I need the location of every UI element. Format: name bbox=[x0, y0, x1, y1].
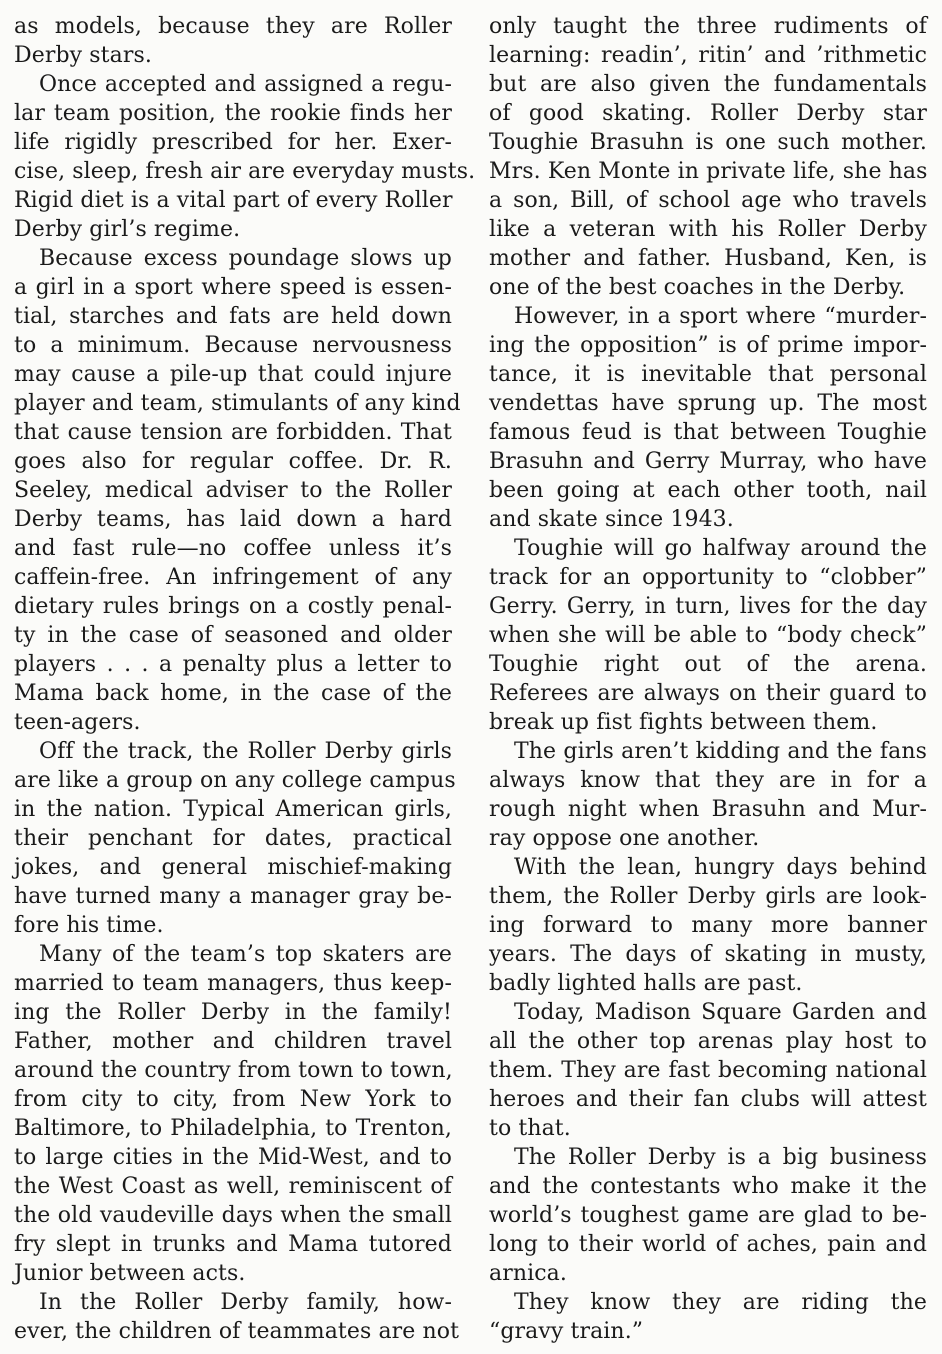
paragraph bbox=[14, 70, 476, 244]
text-line: Derby stars. bbox=[14, 43, 152, 68]
text-line: caffein-free. An infringement of any bbox=[14, 565, 452, 590]
paragraph bbox=[489, 534, 927, 737]
text-line: fore his time. bbox=[14, 913, 164, 938]
text-line: in the nation. Typical American girls, bbox=[14, 797, 452, 822]
paragraph bbox=[489, 1143, 927, 1288]
text-line: tance, it is inevitable that personal bbox=[489, 362, 927, 387]
text-line: always know that they are in for a bbox=[489, 768, 927, 793]
text-line: In the Roller Derby family, how- bbox=[39, 1290, 452, 1315]
text-line: Once accepted and assigned a regu- bbox=[39, 72, 452, 97]
text-line: world’s toughest game are glad to be- bbox=[489, 1203, 927, 1228]
text-line: Derby teams, has laid down a hard bbox=[14, 507, 452, 532]
text-line: Mrs. Ken Monte in private life, she has bbox=[489, 159, 928, 184]
text-line: like a veteran with his Roller Derby bbox=[489, 217, 927, 242]
text-line: ing the Roller Derby in the family! bbox=[14, 1000, 452, 1025]
paragraph bbox=[489, 998, 927, 1143]
text-line: Rigid diet is a vital part of every Roller bbox=[14, 188, 453, 213]
text-line: teen-agers. bbox=[14, 710, 141, 735]
text-line: players . . . a penalty plus a letter to bbox=[14, 652, 452, 677]
text-line: Toughie Brasuhn is one such mother. bbox=[489, 130, 927, 155]
text-line: The Roller Derby is a big business bbox=[514, 1145, 927, 1170]
text-line: when she will be able to “body check” bbox=[489, 623, 927, 648]
paragraph bbox=[489, 737, 927, 853]
text-line: their penchant for dates, practical bbox=[14, 826, 452, 851]
text-line: to that. bbox=[489, 1116, 571, 1141]
text-line: and skate since 1943. bbox=[489, 507, 734, 532]
text-line: Gerry. Gerry, in turn, lives for the day bbox=[489, 594, 927, 619]
text-line: Toughie right out of the arena. bbox=[489, 652, 927, 677]
text-line: cise, sleep, fresh air are everyday musts. bbox=[14, 159, 476, 184]
text-line: ing the opposition” is of prime impor- bbox=[489, 333, 927, 358]
text-line: a son, Bill, of school age who travels bbox=[489, 188, 927, 213]
text-line: arnica. bbox=[489, 1261, 567, 1286]
text-line: Baltimore, to Philadelphia, to Trenton, bbox=[14, 1116, 452, 1141]
text-line: the West Coast as well, reminiscent of bbox=[14, 1174, 452, 1199]
text-line: ray oppose one another. bbox=[489, 826, 760, 851]
text-line: However, in a sport where “murder- bbox=[514, 304, 927, 329]
text-line: goes also for regular coffee. Dr. R. bbox=[14, 449, 452, 474]
text-line: from city to city, from New York to bbox=[14, 1087, 452, 1112]
text-line: ty in the case of seasoned and older bbox=[14, 623, 452, 648]
text-line: been going at each other tooth, nail bbox=[489, 478, 927, 503]
text-line: heroes and their fan clubs will attest bbox=[489, 1087, 927, 1112]
text-line: learning: readin’, ritin’ and ’rithmetic bbox=[489, 43, 927, 68]
text-line: but are also given the fundamentals bbox=[489, 72, 927, 97]
text-line: are like a group on any college campus bbox=[14, 768, 456, 793]
paragraph bbox=[14, 737, 456, 940]
text-line: badly lighted halls are past. bbox=[489, 971, 803, 996]
text-line: lar team position, the rookie finds her bbox=[14, 101, 452, 126]
text-line: years. The days of skating in musty, bbox=[489, 942, 927, 967]
right-text-column bbox=[489, 12, 927, 1346]
text-line: one of the best coaches in the Derby. bbox=[489, 275, 906, 300]
text-line: Brasuhn and Gerry Murray, who have bbox=[489, 449, 927, 474]
text-line: Many of the team’s top skaters are bbox=[39, 942, 452, 967]
text-line: have turned many a manager gray be- bbox=[14, 884, 452, 909]
text-line: around the country from town to town, bbox=[14, 1058, 453, 1083]
text-line: life rigidly prescribed for her. Exer- bbox=[14, 130, 452, 155]
text-line: Seeley, medical adviser to the Roller bbox=[14, 478, 452, 503]
text-line: them, the Roller Derby girls are look- bbox=[489, 884, 927, 909]
paragraph bbox=[14, 940, 452, 1288]
paragraph bbox=[489, 302, 927, 534]
text-line: Referees are always on their guard to bbox=[489, 681, 927, 706]
text-line: track for an opportunity to “clobber” bbox=[489, 565, 927, 590]
text-line: Junior between acts. bbox=[14, 1261, 246, 1286]
text-line: may cause a pile-up that could injure bbox=[14, 362, 452, 387]
text-line: to large cities in the Mid-West, and to bbox=[14, 1145, 452, 1170]
paragraph bbox=[489, 1288, 927, 1346]
text-line: and the contestants who make it the bbox=[489, 1174, 927, 1199]
text-line: them. They are fast becoming national bbox=[489, 1058, 927, 1083]
text-line: all the other top arenas play host to bbox=[489, 1029, 927, 1054]
paragraph bbox=[489, 853, 927, 998]
paragraph bbox=[14, 1288, 460, 1346]
text-line: jokes, and general mischief-making bbox=[14, 855, 452, 880]
text-line: Because excess poundage slows up bbox=[39, 246, 452, 271]
text-line: rough night when Brasuhn and Mur- bbox=[489, 797, 927, 822]
text-line: “gravy train.” bbox=[489, 1319, 644, 1344]
text-line: a girl in a sport where speed is essen- bbox=[14, 275, 452, 300]
paragraph bbox=[489, 12, 927, 302]
text-line: With the lean, hungry days behind bbox=[514, 855, 927, 880]
text-line: as models, because they are Roller bbox=[14, 14, 452, 39]
text-line: married to team managers, thus keep- bbox=[14, 971, 452, 996]
text-line: long to their world of aches, pain and bbox=[489, 1232, 927, 1257]
text-line: mother and father. Husband, Ken, is bbox=[489, 246, 927, 271]
text-line: They know they are riding the bbox=[514, 1290, 927, 1315]
text-line: vendettas have sprung up. The most bbox=[489, 391, 927, 416]
text-line: Father, mother and children travel bbox=[14, 1029, 452, 1054]
text-line: player and team, stimulants of any kind bbox=[14, 391, 461, 416]
text-line: tial, starches and fats are held down bbox=[14, 304, 452, 329]
text-line: fry slept in trunks and Mama tutored bbox=[14, 1232, 452, 1257]
paragraph bbox=[14, 244, 461, 737]
text-line: to a minimum. Because nervousness bbox=[14, 333, 452, 358]
text-line: dietary rules brings on a costly penal- bbox=[14, 594, 452, 619]
text-line: Off the track, the Roller Derby girls bbox=[39, 739, 452, 764]
text-line: break up fist fights between them. bbox=[489, 710, 878, 735]
text-line: Today, Madison Square Garden and bbox=[514, 1000, 927, 1025]
text-line: and fast rule—no coffee unless it’s bbox=[14, 536, 452, 561]
left-text-column bbox=[14, 12, 476, 1346]
text-line: Derby girl’s regime. bbox=[14, 217, 241, 242]
text-line: only taught the three rudiments of bbox=[489, 14, 927, 39]
text-line: ing forward to many more banner bbox=[489, 913, 927, 938]
text-line: The girls aren’t kidding and the fans bbox=[514, 739, 927, 764]
text-line: of good skating. Roller Derby star bbox=[489, 101, 927, 126]
text-line: Toughie will go halfway around the bbox=[514, 536, 927, 561]
text-line: the old vaudeville days when the small bbox=[14, 1203, 452, 1228]
text-line: ever, the children of teammates are not bbox=[14, 1319, 460, 1344]
paragraph bbox=[14, 12, 452, 70]
text-line: that cause tension are forbidden. That bbox=[14, 420, 452, 445]
text-line: famous feud is that between Toughie bbox=[489, 420, 927, 445]
text-line: Mama back home, in the case of the bbox=[14, 681, 452, 706]
